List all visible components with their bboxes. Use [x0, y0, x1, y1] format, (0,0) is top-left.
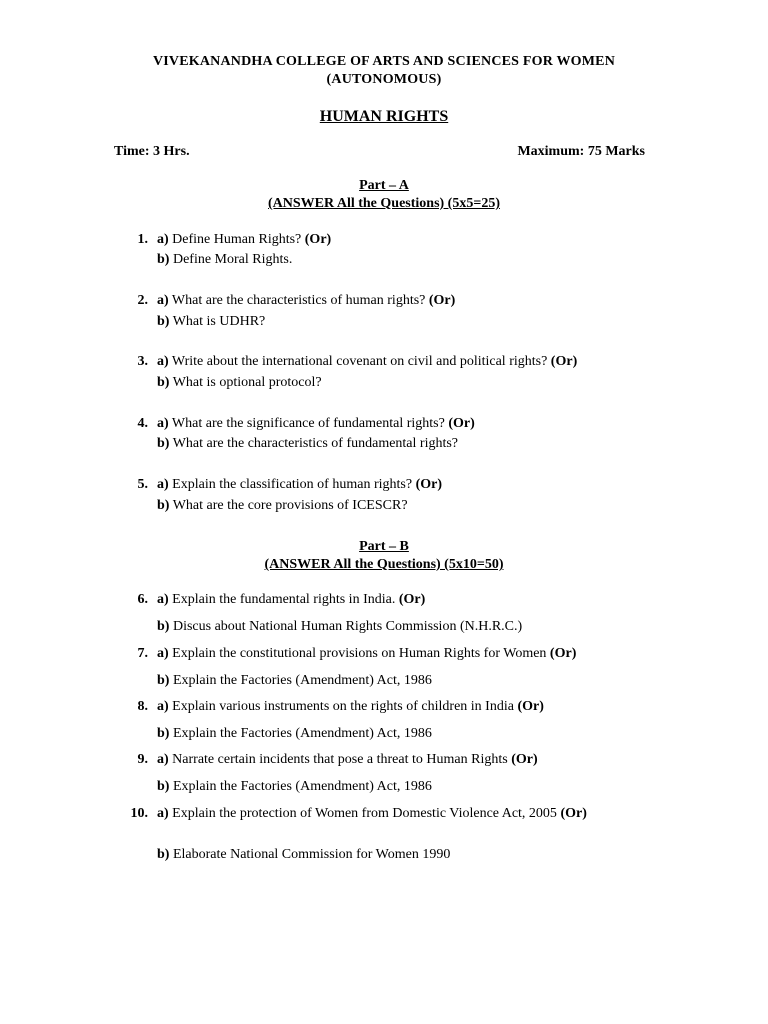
question-number: 4.	[137, 416, 148, 431]
question-text: Discus about National Human Rights Commission (N.H.R.C.)	[172, 619, 523, 634]
question-text: Define Moral Rights.	[172, 252, 293, 267]
question-text: Define Human Rights?	[172, 232, 302, 247]
part-b-instruction: (ANSWER All the Questions) (5x10=50)	[264, 557, 504, 572]
question-text: What is optional protocol?	[172, 375, 322, 390]
question-number: 2.	[137, 293, 148, 308]
question-text: Explain the Factories (Amendment) Act, 1986	[172, 779, 432, 794]
college-name: VIVEKANANDHA COLLEGE OF ARTS AND SCIENCES FOR WOMEN	[152, 54, 616, 69]
maximum-marks: Maximum: 75 Marks	[517, 144, 645, 159]
part-a-title: Part – A	[359, 178, 409, 193]
question-text: Explain the fundamental rights in India.	[172, 592, 396, 607]
part-a-instruction: (ANSWER All the Questions) (5x5=25)	[268, 196, 500, 211]
college-status: (AUTONOMOUS)	[326, 72, 442, 87]
question-number: 5.	[137, 477, 148, 492]
question-text: What are the significance of fundamental rights?	[171, 416, 445, 431]
question-number: 3.	[137, 354, 148, 369]
question-text: Write about the international covenant on civil and political rights?	[171, 354, 548, 369]
subject-title: HUMAN RIGHTS	[319, 108, 449, 125]
question-paper-page: VIVEKANANDHA COLLEGE OF ARTS AND SCIENCES FOR WOMEN (AUTONOMOUS) HUMAN RIGHTS Time: 3 Hrs. Maximum: 75 Marks Part – A (ANSWER All the Questions) (5x5=25) 1. a) Define Human Rights? (Or) b) Define Moral Rights. 2. a) What are the characteristics of human rights? (Or) b) What is UDHR? 3. a) Write about the international covenant on civil and political rights? (Or) b) What is optional protocol? 4. a) What are the significance of fundamental rights? (Or) b) What are the characteristics of fundamental rights? 5. a) Explain the classification of human rights? (Or) b) What are the core provisions of ICESCR? Part – B (ANSWER All the Questions) (5x10=50) 6. a) Explain the fundamental rights in India. (Or) b) Discus about National Human Rights Commission (N.H.R.C.) 7. a) Explain the constitutional provisions on Human Rights for Women (Or) b) Explain the Factories (Amendment) Act, 1986 8. a) Explain various instruments on the rights of children in India (Or) b) Explain the Factories (Amendment) Act, 1986 9. a) Narrate certain incidents that pose a threat to Human Rights (Or) b) Explain the Factories (Amendment) Act, 1986 10. a) Explain the protection of Women from Domestic Violence Act, 2005 (Or) b) Elaborate National Commission for Women 1990	[0, 0, 768, 1024]
question-text: What are the characteristics of human rights?	[171, 293, 426, 308]
question-text: What is UDHR?	[172, 314, 266, 329]
exam-time: Time: 3 Hrs.	[114, 144, 190, 159]
question-text: Explain the protection of Women from Domestic Violence Act, 2005	[172, 806, 557, 821]
question-number: 6.	[137, 592, 148, 607]
question-number: 8.	[137, 699, 148, 714]
question-text: Elaborate National Commission for Women 1990	[172, 847, 451, 862]
question-text: What are the core provisions of ICESCR?	[172, 498, 408, 513]
question-text: Explain the Factories (Amendment) Act, 1986	[172, 673, 432, 688]
question-text: Explain the Factories (Amendment) Act, 1986	[172, 726, 432, 741]
question-text: Explain the constitutional provisions on Human Rights for Women	[172, 646, 547, 661]
question-text: Narrate certain incidents that pose a threat to Human Rights	[172, 752, 508, 767]
part-b-title: Part – B	[359, 539, 409, 554]
question-text: What are the characteristics of fundamental rights?	[172, 436, 459, 451]
question-number: 9.	[137, 752, 148, 767]
question-number: 7.	[137, 646, 148, 661]
question-number: 10.	[130, 806, 148, 821]
question-text: Explain the classification of human rights?	[172, 477, 413, 492]
question-text: Explain various instruments on the rights of children in India	[172, 699, 514, 714]
question-number: 1.	[137, 232, 148, 247]
